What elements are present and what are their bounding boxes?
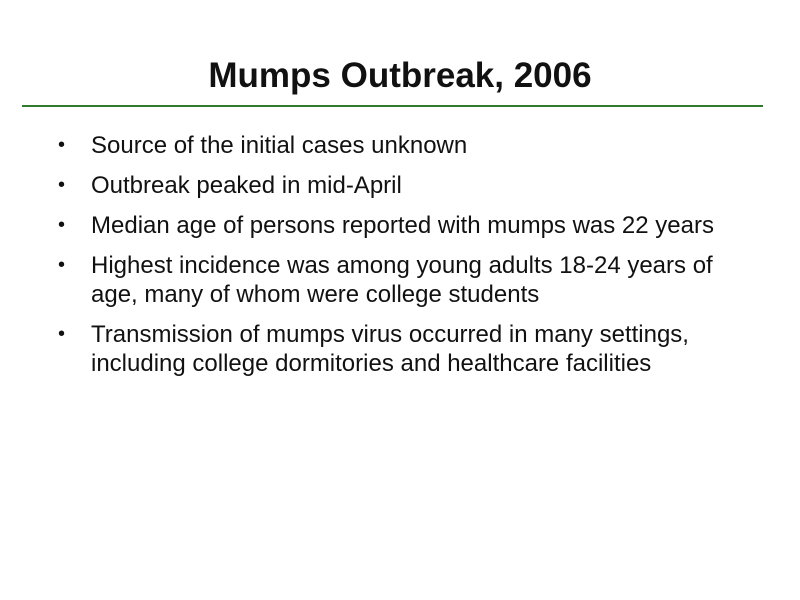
bullet-icon: •	[58, 214, 66, 236]
slide-title: Mumps Outbreak, 2006	[208, 56, 592, 95]
bullet-list	[58, 131, 748, 389]
bullet-item	[58, 320, 748, 378]
bullet-item	[58, 211, 748, 240]
bullet-item	[58, 171, 748, 200]
bullet-text: Median age of persons reported with mumps was 22 years	[91, 212, 714, 239]
bullet-text: Outbreak peaked in mid-April	[91, 172, 402, 199]
bullet-icon: •	[58, 134, 66, 156]
bullet-text: Transmission of mumps virus occurred in many settings, including college dormitories and healthcare facilities	[91, 321, 689, 377]
bullet-icon: •	[58, 174, 66, 196]
bullet-text: Source of the initial cases unknown	[91, 132, 468, 159]
bullet-item	[58, 131, 748, 160]
bullet-icon: •	[58, 323, 66, 345]
bullet-icon: •	[58, 254, 66, 276]
title-divider	[22, 105, 763, 107]
bullet-item	[58, 251, 748, 309]
bullet-text: Highest incidence was among young adults 18-24 years of age, many of whom were college students	[91, 252, 713, 308]
